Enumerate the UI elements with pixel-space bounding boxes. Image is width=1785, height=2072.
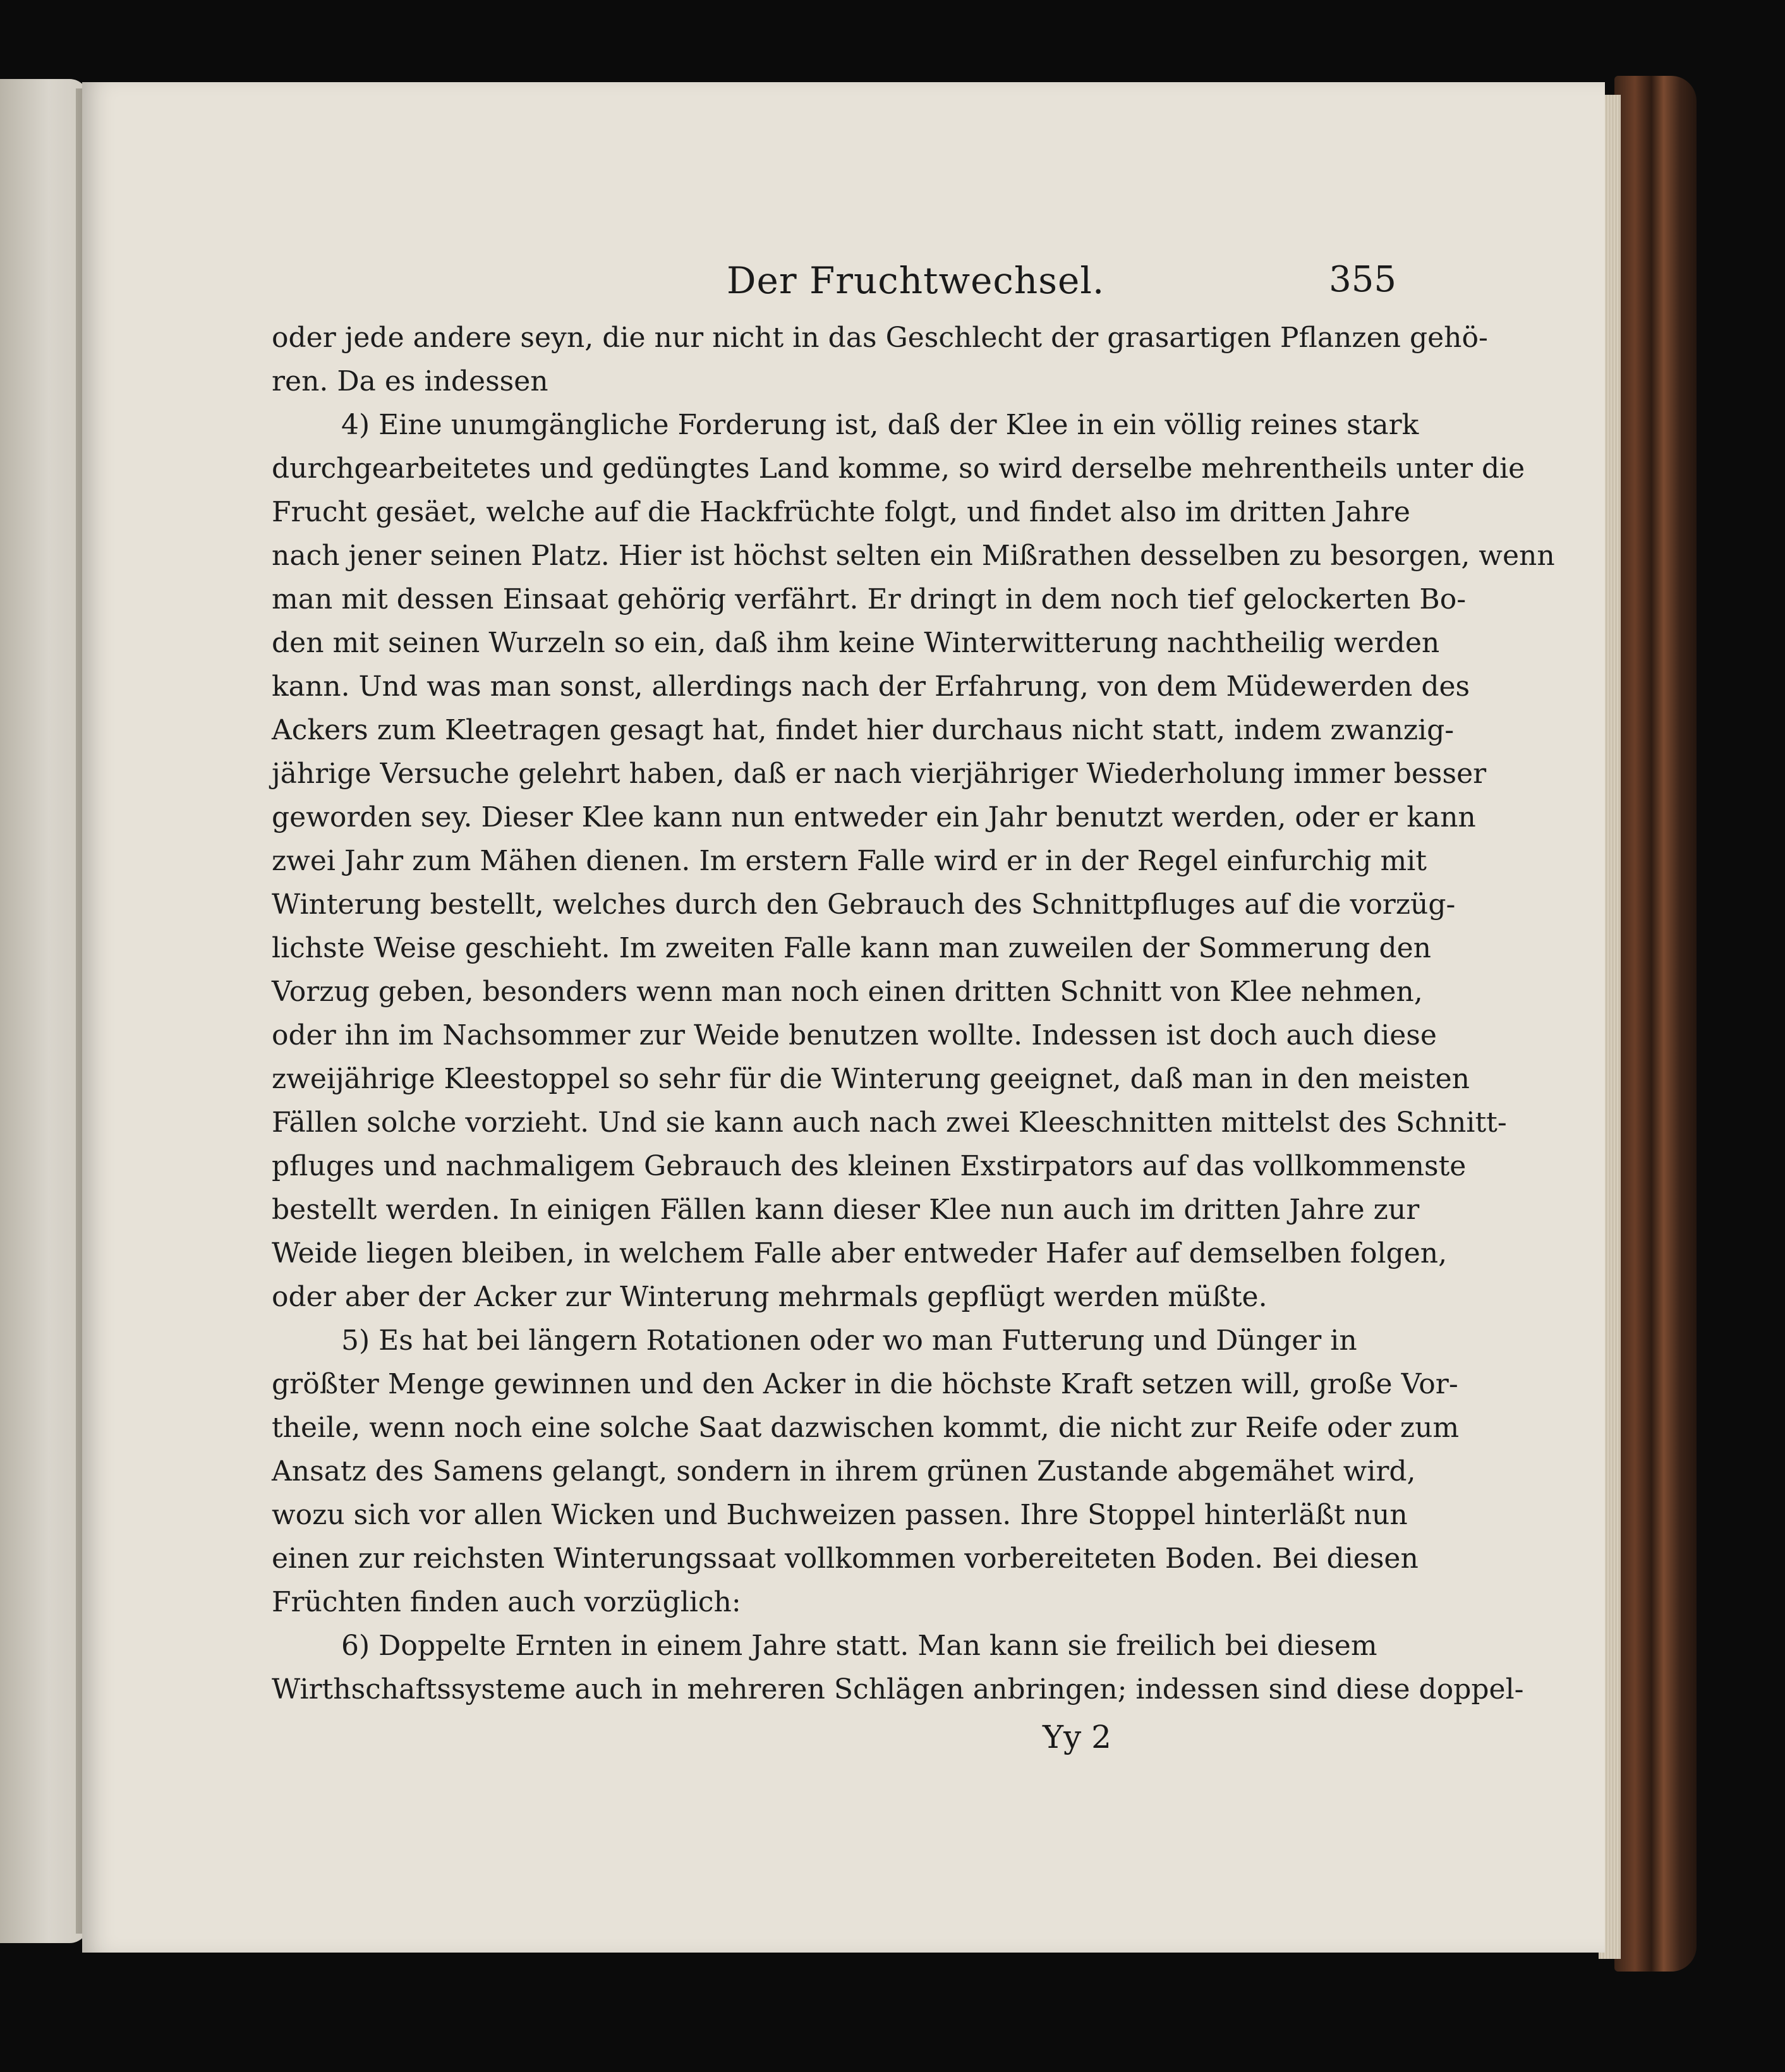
text-line: 4) Eine unumgängliche Forderung ist, daß der Klee in ein völlig reines stark <box>341 409 1419 441</box>
text-line: einen zur reichsten Winterungssaat vollkommen vorbereiteten Boden. Bei diesen <box>272 1542 1419 1575</box>
text-line: Ackers zum Kleetragen gesagt hat, findet hier durchaus nicht statt, indem zwanzig- <box>272 714 1455 746</box>
text-line: Vorzug geben, besonders wenn man noch einen dritten Schnitt von Klee nehmen, <box>272 976 1423 1008</box>
page-number: 355 <box>1329 259 1396 300</box>
text-line: Fällen solche vorzieht. Und sie kann auch nach zwei Kleeschnitten mittelst des Schnitt- <box>272 1106 1507 1139</box>
book-spine <box>1614 76 1697 1972</box>
text-line: Früchten finden auch vorzüglich: <box>272 1586 741 1618</box>
text-line: oder jede andere seyn, die nur nicht in das Geschlecht der grasartigen Pflanzen gehö- <box>272 322 1488 354</box>
text-line: 5) Es hat bei längern Rotationen oder wo man Futterung und Dünger in <box>341 1324 1357 1357</box>
text-line: oder ihn im Nachsommer zur Weide benutzen wollte. Indessen ist doch auch diese <box>272 1019 1437 1051</box>
book-page <box>82 82 1605 1953</box>
text-line: Weide liegen bleiben, in welchem Falle aber entweder Hafer auf demselben folgen, <box>272 1237 1448 1269</box>
running-title: Der Fruchtwechsel. <box>727 259 1105 302</box>
text-line: pfluges und nachmaligem Gebrauch des kleinen Exstirpators auf das vollkommenste <box>272 1150 1467 1182</box>
text-line: bestellt werden. In einigen Fällen kann dieser Klee nun auch im dritten Jahre zur <box>272 1194 1420 1226</box>
text-line: geworden sey. Dieser Klee kann nun entweder ein Jahr benutzt werden, oder er kann <box>272 801 1476 833</box>
text-line: Frucht gesäet, welche auf die Hackfrüchte folgt, und findet also im dritten Jahre <box>272 496 1410 528</box>
text-line: oder aber der Acker zur Winterung mehrmals gepflügt werden müßte. <box>272 1281 1268 1313</box>
text-line: wozu sich vor allen Wicken und Buchweizen passen. Ihre Stoppel hinterläßt nun <box>272 1499 1408 1531</box>
text-line: jährige Versuche gelehrt haben, daß er nach vierjähriger Wiederholung immer besser <box>272 758 1487 790</box>
left-page-edge <box>0 79 88 1943</box>
text-line: theile, wenn noch eine solche Saat dazwischen kommt, die nicht zur Reife oder zum <box>272 1412 1460 1444</box>
text-line: Ansatz des Samens gelangt, sondern in ihrem grünen Zustande abgemähet wird, <box>272 1455 1416 1487</box>
text-line: zweijährige Kleestoppel so sehr für die Winterung geeignet, daß man in den meisten <box>272 1063 1470 1095</box>
text-line: kann. Und was man sonst, allerdings nach der Erfahrung, von dem Müdewerden des <box>272 670 1470 703</box>
text-line: lichste Weise geschieht. Im zweiten Falle kann man zuweilen der Sommerung den <box>272 932 1431 964</box>
body-text <box>272 316 1555 1711</box>
text-line: durchgearbeitetes und gedüngtes Land komme, so wird derselbe mehrentheils unter die <box>272 452 1525 485</box>
text-line: den mit seinen Wurzeln so ein, daß ihm keine Winterwitterung nachtheilig werden <box>272 627 1440 659</box>
text-line: zwei Jahr zum Mähen dienen. Im erstern Falle wird er in der Regel einfurchig mit <box>272 845 1427 877</box>
text-line: man mit dessen Einsaat gehörig verfährt. Er dringt in dem noch tief gelockerten Bo- <box>272 583 1467 615</box>
text-line: Winterung bestellt, welches durch den Gebrauch des Schnittpfluges auf die vorzüg- <box>272 888 1456 921</box>
signature-mark: Yy 2 <box>1043 1719 1111 1755</box>
text-line: nach jener seinen Platz. Hier ist höchst selten ein Mißrathen desselben zu besorgen, wenn <box>272 540 1555 572</box>
text-line: größter Menge gewinnen und den Acker in die höchste Kraft setzen will, große Vor- <box>272 1368 1458 1400</box>
text-line: Wirthschaftssysteme auch in mehreren Schlägen anbringen; indessen sind diese doppel- <box>272 1673 1524 1705</box>
text-line: 6) Doppelte Ernten in einem Jahre statt. Man kann sie freilich bei diesem <box>341 1630 1377 1662</box>
text-line: ren. Da es indessen <box>272 365 548 397</box>
